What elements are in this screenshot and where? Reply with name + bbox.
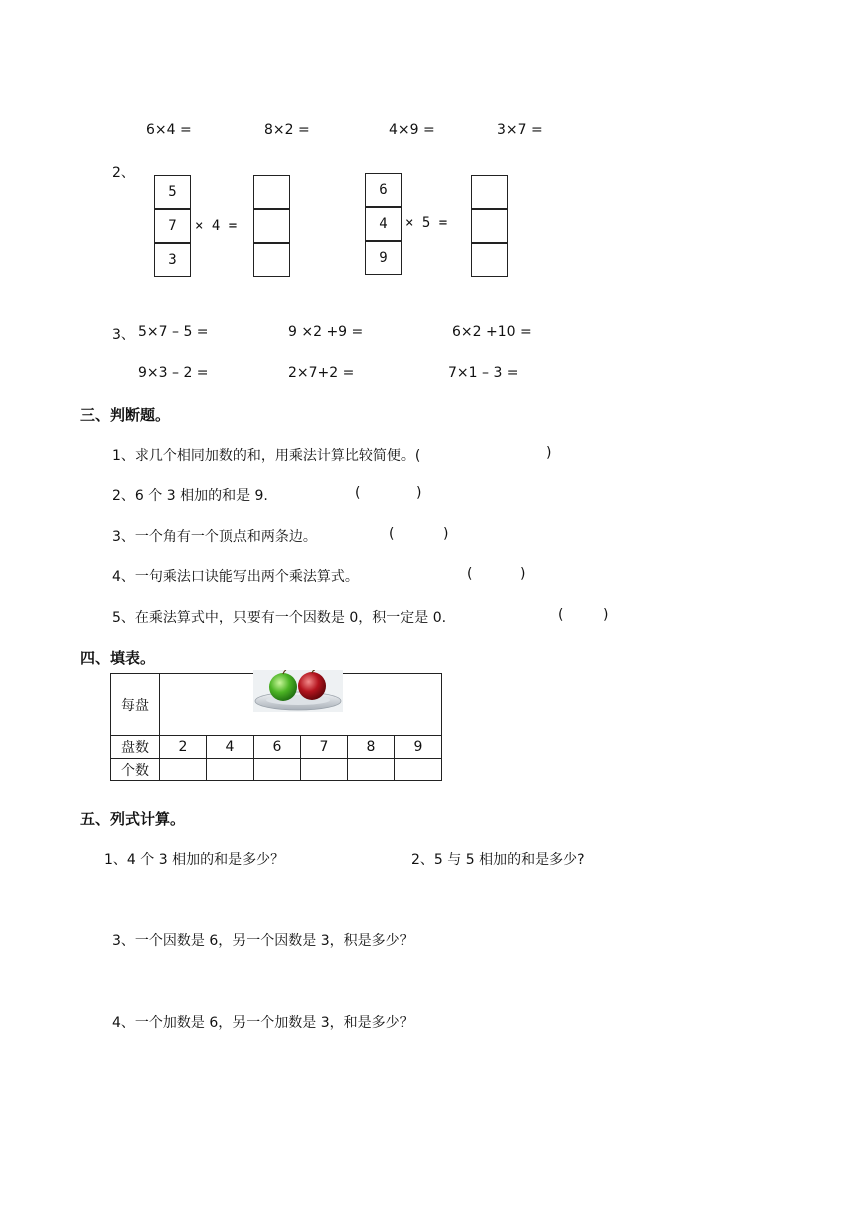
- count-answer-cell[interactable]: [254, 759, 301, 781]
- judge-bracket-close: ): [603, 607, 609, 623]
- plate-count-cell: 6: [254, 736, 301, 759]
- answer-box[interactable]: [471, 243, 508, 277]
- judge-bracket-open: (: [467, 566, 473, 582]
- answer-box[interactable]: [253, 175, 290, 209]
- q2-number: 2、: [112, 165, 135, 181]
- answer-box[interactable]: [253, 243, 290, 277]
- calc-question-4: 4、一个加数是 6，另一个加数是 3，和是多少？: [112, 1015, 414, 1031]
- count-answer-cell[interactable]: [348, 759, 395, 781]
- count-answer-cell[interactable]: [395, 759, 442, 781]
- judge-bracket-open: (: [558, 607, 564, 623]
- judge-item-1: 1、求几个相同加数的和，用乘法计算比较简便。(: [112, 448, 421, 464]
- q3-expr: 6×2 +10 =: [452, 324, 532, 340]
- q3-expr: 2×7+2 =: [288, 365, 355, 381]
- digit-box: [154, 209, 191, 243]
- digit-box: [365, 173, 402, 207]
- table-row: [111, 736, 442, 759]
- calc-question-1: 1、4 个 3 相加的和是多少？: [104, 852, 285, 868]
- apple-plate-cell: [160, 674, 442, 736]
- expr-2: 8×2 =: [264, 122, 310, 138]
- plate-count-cell: 4: [207, 736, 254, 759]
- q3-number: 3、: [112, 327, 135, 343]
- digit-box: [154, 175, 191, 209]
- judge-answer-slot[interactable]: [477, 566, 517, 584]
- apple-plate-icon: [253, 670, 343, 712]
- multiply-operator: × 4 =: [195, 218, 238, 234]
- judge-bracket-close: ): [443, 526, 449, 542]
- answer-box[interactable]: [253, 209, 290, 243]
- judge-bracket-open: (: [389, 526, 395, 542]
- q3-expr: 5×7 – 5 =: [138, 324, 209, 340]
- table-row: [111, 759, 442, 781]
- digit: 5: [168, 184, 177, 200]
- plate-count-cell: 8: [348, 736, 395, 759]
- row-label-count: 个数: [111, 759, 160, 781]
- section3-title: 三、判断题。: [80, 406, 171, 424]
- count-answer-cell[interactable]: [160, 759, 207, 781]
- count-answer-cell[interactable]: [301, 759, 348, 781]
- judge-bracket-close: ): [546, 445, 552, 461]
- q3-expr: 7×1 – 3 =: [448, 365, 519, 381]
- digit: 3: [168, 252, 177, 268]
- section5-title: 五、列式计算。: [80, 810, 186, 828]
- q3-expr: 9×3 – 2 =: [138, 365, 209, 381]
- multiply-operator: × 5 =: [405, 215, 448, 231]
- expr-4: 3×7 =: [497, 122, 543, 138]
- fill-table: [110, 673, 442, 781]
- calc-question-3: 3、一个因数是 6，另一个因数是 3，积是多少？: [112, 933, 414, 949]
- row-label-plates: 盘数: [111, 736, 160, 759]
- answer-box[interactable]: [471, 209, 508, 243]
- plate-count-cell: 7: [301, 736, 348, 759]
- judge-answer-slot[interactable]: [568, 607, 600, 625]
- row-label-per-plate: 每盘: [111, 674, 160, 736]
- digit: 7: [168, 218, 177, 234]
- digit: 4: [379, 216, 388, 232]
- judge-bracket-open: (: [355, 485, 361, 501]
- expr-1: 6×4 =: [146, 122, 192, 138]
- judge-bracket-close: ): [416, 485, 422, 501]
- plate-count-cell: 2: [160, 736, 207, 759]
- judge-answer-slot[interactable]: [399, 526, 439, 544]
- judge-item-2: 2、6 个 3 相加的和是 9.: [112, 488, 268, 504]
- judge-item-4: 4、一句乘法口诀能写出两个乘法算式。: [112, 569, 359, 585]
- calc-question-2: 2、5 与 5 相加的和是多少?: [411, 852, 585, 868]
- table-row: [111, 674, 442, 736]
- judge-item-3: 3、一个角有一个顶点和两条边。: [112, 529, 317, 545]
- count-answer-cell[interactable]: [207, 759, 254, 781]
- answer-box[interactable]: [471, 175, 508, 209]
- digit: 9: [379, 250, 388, 266]
- judge-bracket-close: ): [520, 566, 526, 582]
- judge-item-5: 5、在乘法算式中，只要有一个因数是 0，积一定是 0.: [112, 610, 447, 626]
- section4-title: 四、填表。: [80, 649, 156, 667]
- plate-count-cell: 9: [395, 736, 442, 759]
- digit-box: [154, 243, 191, 277]
- expr-3: 4×9 =: [389, 122, 435, 138]
- judge-answer-slot[interactable]: [488, 445, 540, 463]
- judge-answer-slot[interactable]: [365, 485, 413, 503]
- digit: 6: [379, 182, 388, 198]
- q3-expr: 9 ×2 +9 =: [288, 324, 364, 340]
- digit-box: [365, 207, 402, 241]
- digit-box: [365, 241, 402, 275]
